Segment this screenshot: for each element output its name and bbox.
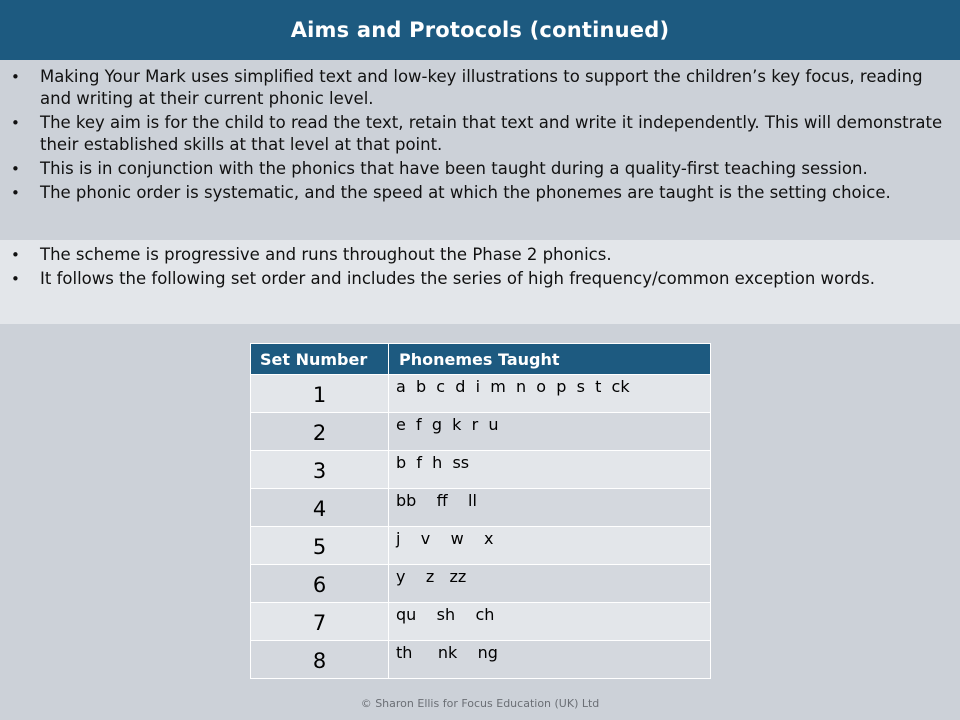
set-number-cell: 1 xyxy=(251,375,389,413)
set-number-cell: 7 xyxy=(251,603,389,641)
table-row xyxy=(251,489,711,527)
phonemes-cell: y z zz xyxy=(389,565,711,603)
bullet-icon: • xyxy=(11,68,20,86)
table-row xyxy=(251,603,711,641)
bullet-text: Making Your Mark uses simplified text and low-key illustrations to support the children’s key focus, reading and writing at their current phonic level. xyxy=(40,67,923,108)
bullet-icon: • xyxy=(11,114,20,132)
set-number-cell: 4 xyxy=(251,489,389,527)
bullet-text: The key aim is for the child to read the text, retain that text and write it independently. This will demonstrate their established skills at that level at that point. xyxy=(40,113,943,154)
bullet-item xyxy=(0,158,946,180)
bullet-item xyxy=(0,182,946,204)
page-title: Aims and Protocols (continued) xyxy=(0,0,960,60)
bullet-text: The phonic order is systematic, and the speed at which the phonemes are taught is the setting choice. xyxy=(40,183,891,202)
table-row xyxy=(251,413,711,451)
phonics-table-container xyxy=(250,343,711,679)
set-number-cell: 2 xyxy=(251,413,389,451)
phonemes-cell: a b c d i m n o p s t ck xyxy=(389,375,711,413)
table-row xyxy=(251,375,711,413)
set-number-cell: 8 xyxy=(251,641,389,679)
bullet-icon: • xyxy=(11,270,20,288)
bullet-text: This is in conjunction with the phonics that have been taught during a quality-first teaching session. xyxy=(40,159,868,178)
table-row xyxy=(251,527,711,565)
scheme-bullet-list xyxy=(0,240,960,290)
phonemes-cell: j v w x xyxy=(389,527,711,565)
bullet-item xyxy=(0,244,946,266)
phonemes-cell: qu sh ch xyxy=(389,603,711,641)
bullet-icon: • xyxy=(11,246,20,264)
aims-bullet-list xyxy=(0,62,960,204)
bullet-text: The scheme is progressive and runs throughout the Phase 2 phonics. xyxy=(40,245,612,264)
phonemes-cell: e f g k r u xyxy=(389,413,711,451)
set-number-cell: 3 xyxy=(251,451,389,489)
bullet-item xyxy=(0,112,946,156)
table-header-row xyxy=(251,344,711,375)
set-number-cell: 5 xyxy=(251,527,389,565)
aims-bullet-panel xyxy=(0,62,960,238)
table-row xyxy=(251,451,711,489)
header-phonemes-taught: Phonemes Taught xyxy=(389,344,711,375)
bullet-icon: • xyxy=(11,160,20,178)
bullet-text: It follows the following set order and includes the series of high frequency/common exception words. xyxy=(40,269,875,288)
table-row xyxy=(251,641,711,679)
phonemes-cell: th nk ng xyxy=(389,641,711,679)
bullet-icon: • xyxy=(11,184,20,202)
header-set-number: Set Number xyxy=(251,344,389,375)
copyright-footer: © Sharon Ellis for Focus Education (UK) Ltd xyxy=(360,697,600,710)
bullet-item xyxy=(0,268,946,290)
table-row xyxy=(251,565,711,603)
bullet-item xyxy=(0,66,946,110)
set-number-cell: 6 xyxy=(251,565,389,603)
phonemes-cell: bb ff ll xyxy=(389,489,711,527)
scheme-bullet-panel xyxy=(0,240,960,324)
phonemes-cell: b f h ss xyxy=(389,451,711,489)
phonics-table xyxy=(250,343,711,679)
